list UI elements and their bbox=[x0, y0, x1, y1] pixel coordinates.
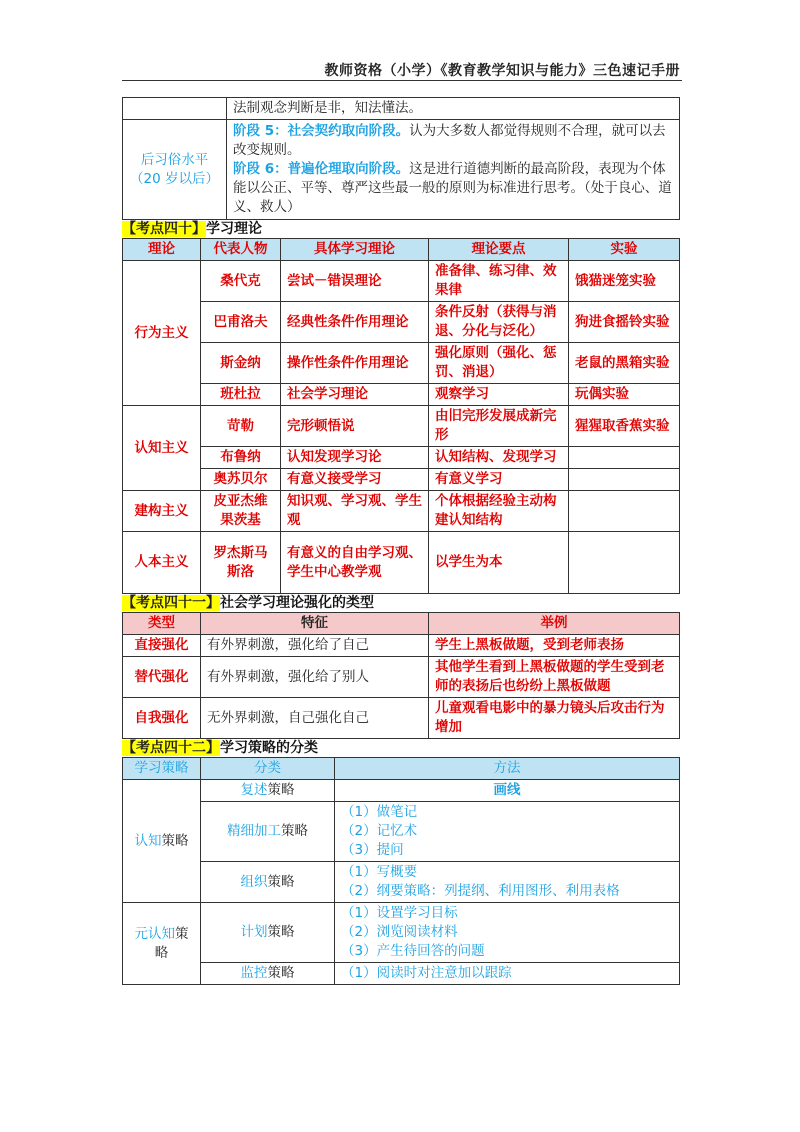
category-name: 复述 bbox=[240, 782, 268, 798]
theory-cell: 社会学习理论 bbox=[281, 384, 429, 406]
col-header: 方法 bbox=[335, 758, 680, 780]
person-cell: 桑代克 bbox=[201, 261, 281, 302]
category-name: 计划 bbox=[240, 924, 268, 940]
experiment-cell: 玩偶实验 bbox=[569, 384, 680, 406]
col-header: 类型 bbox=[123, 613, 201, 635]
table-row bbox=[123, 862, 680, 903]
stage6-text: 这是进行道德判断的最高阶段，表现为个体能以公正、平等、尊严这些最一般的原则为标准进行思考。（处于良心、道义、救人） bbox=[233, 161, 672, 215]
strategy-name: 认知 bbox=[134, 832, 162, 849]
category-cell bbox=[201, 963, 335, 985]
sec40-title: 【考点四十】学习理论 bbox=[122, 221, 262, 237]
method-cell bbox=[335, 963, 680, 985]
stage5-text: 认为大多数人都觉得规则不合理，就可以去改变规则。 bbox=[233, 123, 666, 158]
theory-cell: 有意义接受学习 bbox=[281, 469, 429, 491]
experiment-cell: 老鼠的黑箱实验 bbox=[569, 343, 680, 384]
level-age: （20 岁以后） bbox=[130, 170, 219, 187]
col-header: 代表人物 bbox=[201, 239, 281, 261]
theory-cell: 经典性条件作用理论 bbox=[281, 302, 429, 343]
method-item: （3）产生待回答的问题 bbox=[341, 943, 485, 959]
table-row bbox=[123, 963, 680, 985]
type-cell: 替代强化 bbox=[123, 657, 201, 698]
table-row bbox=[123, 384, 680, 406]
category-suffix: 策略 bbox=[267, 924, 295, 940]
table-row bbox=[123, 261, 680, 302]
category-suffix: 策略 bbox=[267, 782, 295, 798]
table-row bbox=[123, 780, 680, 802]
person-cell: 苛勒 bbox=[201, 406, 281, 447]
sec41-title: 【考点四十一】社会学习理论强化的类型 bbox=[122, 595, 374, 611]
strategy-suffix: 策略 bbox=[154, 925, 189, 961]
table-row bbox=[123, 802, 680, 862]
category-suffix: 策略 bbox=[267, 965, 295, 981]
table-row bbox=[123, 302, 680, 343]
level-cell bbox=[123, 120, 227, 220]
example-cell: 儿童观看电影中的暴力镜头后攻击行为增加 bbox=[429, 698, 680, 739]
category-cell bbox=[201, 903, 335, 963]
category-suffix: 策略 bbox=[281, 823, 308, 839]
experiment-cell bbox=[569, 532, 680, 594]
experiment-cell: 狗进食摇铃实验 bbox=[569, 302, 680, 343]
point-cell: 条件反射（获得与消退、分化与泛化） bbox=[429, 302, 569, 343]
category-name: 组织 bbox=[240, 873, 268, 890]
sec40-mark: 【考点四十】 bbox=[122, 221, 206, 237]
col-header: 具体学习理论 bbox=[281, 239, 429, 261]
category-name: 监控 bbox=[240, 965, 268, 981]
type-cell: 直接强化 bbox=[123, 635, 201, 657]
theory-cell: 尝试－错误理论 bbox=[281, 261, 429, 302]
theory-cell: 操作性条件作用理论 bbox=[281, 343, 429, 384]
row1-text: 法制观念判断是非，知法懂法。 bbox=[227, 98, 680, 120]
table-row bbox=[123, 406, 680, 447]
table-row bbox=[123, 635, 680, 657]
point-cell: 观察学习 bbox=[429, 384, 569, 406]
person-cell: 布鲁纳 bbox=[201, 447, 281, 469]
type-cell: 自我强化 bbox=[123, 698, 201, 739]
method-item: （1）做笔记 bbox=[341, 804, 418, 820]
person-cell: 奥苏贝尔 bbox=[201, 469, 281, 491]
point-cell: 有意义学习 bbox=[429, 469, 569, 491]
sec42-title: 【考点四十二】学习策略的分类 bbox=[122, 740, 318, 756]
table-row bbox=[123, 698, 680, 739]
method-item: （2）记忆术 bbox=[341, 823, 418, 839]
point-cell: 强化原则（强化、惩罚、消退） bbox=[429, 343, 569, 384]
learning-theory-table bbox=[122, 238, 680, 594]
method-cell bbox=[335, 780, 680, 802]
stages-cell bbox=[227, 120, 680, 220]
strategy-table bbox=[122, 757, 680, 985]
example-cell: 其他学生看到上黑板做题的学生受到老师的表扬后也纷纷上黑板做题 bbox=[429, 657, 680, 698]
method-cell bbox=[335, 903, 680, 963]
method-item: （3）提问 bbox=[341, 842, 404, 858]
col-header: 特征 bbox=[201, 613, 429, 635]
level-name: 后习俗水平 bbox=[140, 151, 209, 168]
experiment-cell bbox=[569, 469, 680, 491]
feature-cell: 有外界刺激，强化给了自己 bbox=[201, 635, 429, 657]
table-row bbox=[123, 491, 680, 532]
method-item: （1）阅读时对注意加以跟踪 bbox=[341, 965, 512, 981]
person-cell: 罗杰斯马斯洛 bbox=[201, 532, 281, 594]
experiment-cell: 饿猫迷笼实验 bbox=[569, 261, 680, 302]
stage6-title: 阶段 6：普遍伦理取向阶段。 bbox=[233, 161, 410, 177]
header-rule bbox=[122, 80, 682, 81]
moral-stage-table bbox=[122, 97, 680, 220]
strategy-group bbox=[123, 903, 201, 985]
method-item: （2）浏览阅读材料 bbox=[341, 924, 458, 940]
sec41-mark: 【考点四十一】 bbox=[122, 595, 220, 611]
point-cell: 个体根据经验主动构建认知结构 bbox=[429, 491, 569, 532]
feature-cell: 有外界刺激，强化给了别人 bbox=[201, 657, 429, 698]
reinforcement-table bbox=[122, 612, 680, 739]
person-cell: 巴甫洛夫 bbox=[201, 302, 281, 343]
col-header: 举例 bbox=[429, 613, 680, 635]
category-name: 精细加工 bbox=[227, 823, 281, 839]
table-row bbox=[123, 657, 680, 698]
person-cell: 皮亚杰维果茨基 bbox=[201, 491, 281, 532]
theory-group: 认知主义 bbox=[123, 406, 201, 491]
page-content bbox=[122, 97, 680, 985]
strategy-group bbox=[123, 780, 201, 903]
theory-cell: 完形顿悟说 bbox=[281, 406, 429, 447]
theory-cell: 有意义的自由学习观、学生中心教学观 bbox=[281, 532, 429, 594]
col-header: 理论要点 bbox=[429, 239, 569, 261]
theory-cell: 认知发现学习论 bbox=[281, 447, 429, 469]
stage5-title: 阶段 5：社会契约取向阶段。 bbox=[233, 123, 410, 139]
table-row bbox=[123, 903, 680, 963]
table-row bbox=[123, 447, 680, 469]
category-suffix: 策略 bbox=[267, 873, 295, 890]
person-cell: 班杜拉 bbox=[201, 384, 281, 406]
col-header: 学习策略 bbox=[123, 758, 201, 780]
point-cell: 准备律、练习律、效果律 bbox=[429, 261, 569, 302]
col-header: 分类 bbox=[201, 758, 335, 780]
experiment-cell: 猩猩取香蕉实验 bbox=[569, 406, 680, 447]
col-header: 实验 bbox=[569, 239, 680, 261]
experiment-cell bbox=[569, 491, 680, 532]
point-cell: 认知结构、发现学习 bbox=[429, 447, 569, 469]
col-header: 理论 bbox=[123, 239, 201, 261]
table-row bbox=[123, 532, 680, 594]
point-cell: 以学生为本 bbox=[429, 532, 569, 594]
theory-group: 建构主义 bbox=[123, 491, 201, 532]
person-cell: 斯金纳 bbox=[201, 343, 281, 384]
theory-group: 行为主义 bbox=[123, 261, 201, 406]
feature-cell: 无外界刺激，自己强化自己 bbox=[201, 698, 429, 739]
strategy-suffix: 策略 bbox=[161, 832, 189, 849]
method-item: （2）纲要策略：列提纲、利用图形、利用表格 bbox=[341, 883, 620, 899]
point-cell: 由旧完形发展成新完形 bbox=[429, 406, 569, 447]
method-item: （1）写概要 bbox=[341, 864, 418, 880]
theory-cell: 知识观、学习观、学生观 bbox=[281, 491, 429, 532]
category-cell bbox=[201, 780, 335, 802]
method-item: （1）设置学习目标 bbox=[341, 905, 458, 921]
theory-group: 人本主义 bbox=[123, 532, 201, 594]
method-cell bbox=[335, 862, 680, 903]
method-cell bbox=[335, 802, 680, 862]
experiment-cell bbox=[569, 447, 680, 469]
sec42-mark: 【考点四十二】 bbox=[122, 740, 220, 756]
example-cell: 学生上黑板做题，受到老师表扬 bbox=[429, 635, 680, 657]
table-row bbox=[123, 469, 680, 491]
table-row bbox=[123, 343, 680, 384]
category-cell bbox=[201, 862, 335, 903]
page-header: 教师资格（小学）《教育教学知识与能力》三色速记手册 bbox=[324, 63, 680, 79]
category-cell bbox=[201, 802, 335, 862]
method-item: 画线 bbox=[493, 782, 521, 798]
strategy-name: 元认知 bbox=[134, 925, 175, 942]
